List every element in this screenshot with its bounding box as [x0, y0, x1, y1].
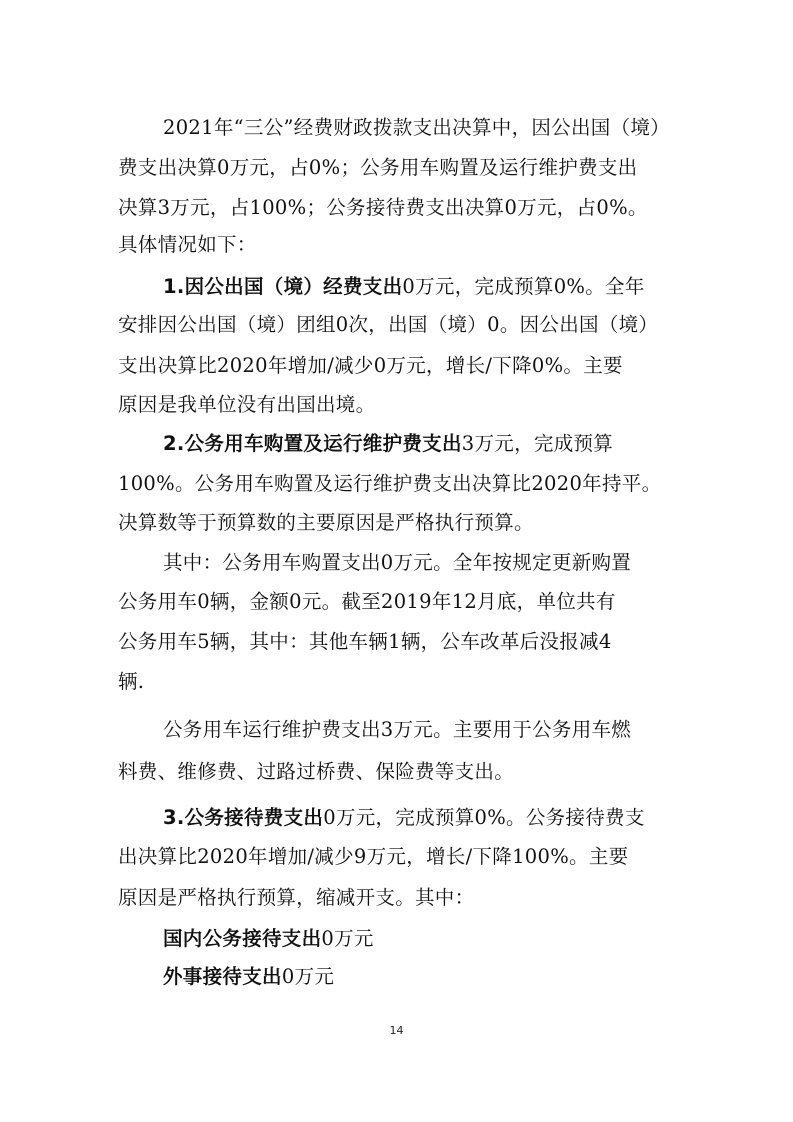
paragraph-3-line-3: 决算数等于预算数的主要原因是严格执行预算。 [118, 511, 534, 534]
foreign-reception-heading: 外事接待支出 [163, 965, 282, 988]
document-page [118, 0, 684, 1122]
paragraph-1-line-4: 具体情况如下： [118, 233, 257, 256]
section-3-heading: 3.公务接待费支出 [163, 806, 324, 829]
section-3-heading-rest: 0万元，完成预算0%。公务接待费支 [323, 806, 645, 829]
paragraph-4-line-2: 公务用车0辆，金额0元。截至2019年12月底，单位共有 [118, 590, 616, 613]
foreign-reception-line [163, 962, 334, 992]
section-1-heading: 1.因公出国（境）经费支出 [163, 275, 403, 298]
paragraph-1-line-1: 2021年“三公”经费财政拨款支出决算中，因公出国（境） [163, 116, 670, 139]
paragraph-6-line-2: 出决算比2020年增加/减少9万元，增长/下降100%。主要 [118, 845, 629, 868]
domestic-reception-line [163, 924, 374, 954]
paragraph-3-line-1 [163, 429, 613, 459]
page-number: 14 [389, 1024, 404, 1037]
paragraph-1-line-3: 决算3万元，占100%；公务接待费支出决算0万元，占0%。 [118, 196, 648, 219]
paragraph-6-line-3: 原因是严格执行预算，缩减开支。其中： [118, 886, 475, 909]
section-1-heading-rest: 0万元，完成预算0%。全年 [402, 275, 645, 298]
domestic-reception-heading: 国内公务接待支出 [163, 927, 322, 950]
domestic-reception-amount: 0万元 [321, 927, 374, 950]
paragraph-3-line-2: 100%。公务用车购置及运行维护费支出决算比2020年持平。 [118, 472, 662, 495]
paragraph-1-line-2: 费支出决算0万元，占0%；公务用车购置及运行维护费支出 [118, 156, 638, 179]
paragraph-2-line-4: 原因是我单位没有出国出境。 [118, 393, 376, 416]
paragraph-2-line-3: 支出决算比2020年增加/减少0万元，增长/下降0%。主要 [118, 354, 623, 377]
paragraph-5-line-1: 公务用车运行维护费支出3万元。主要用于公务用车燃 [163, 718, 632, 741]
paragraph-5-line-2: 料费、维修费、过路过桥费、保险费等支出。 [118, 760, 515, 783]
section-2-heading: 2.公务用车购置及运行维护费支出 [163, 432, 462, 455]
paragraph-4-line-1: 其中：公务用车购置支出0万元。全年按规定更新购置 [163, 551, 632, 574]
paragraph-4-line-3: 公务用车5辆，其中：其他车辆1辆，公车改革后没报减4 [118, 630, 612, 653]
foreign-reception-amount: 0万元 [281, 965, 335, 988]
paragraph-6-line-1 [163, 803, 645, 833]
paragraph-2-line-1 [163, 272, 645, 302]
paragraph-2-line-2: 安排因公出国（境）团组0次，出国（境）0。因公出国（境） [118, 313, 659, 336]
paragraph-4-line-4: 辆. [118, 670, 145, 693]
section-2-heading-rest: 3万元，完成预算 [461, 432, 614, 455]
